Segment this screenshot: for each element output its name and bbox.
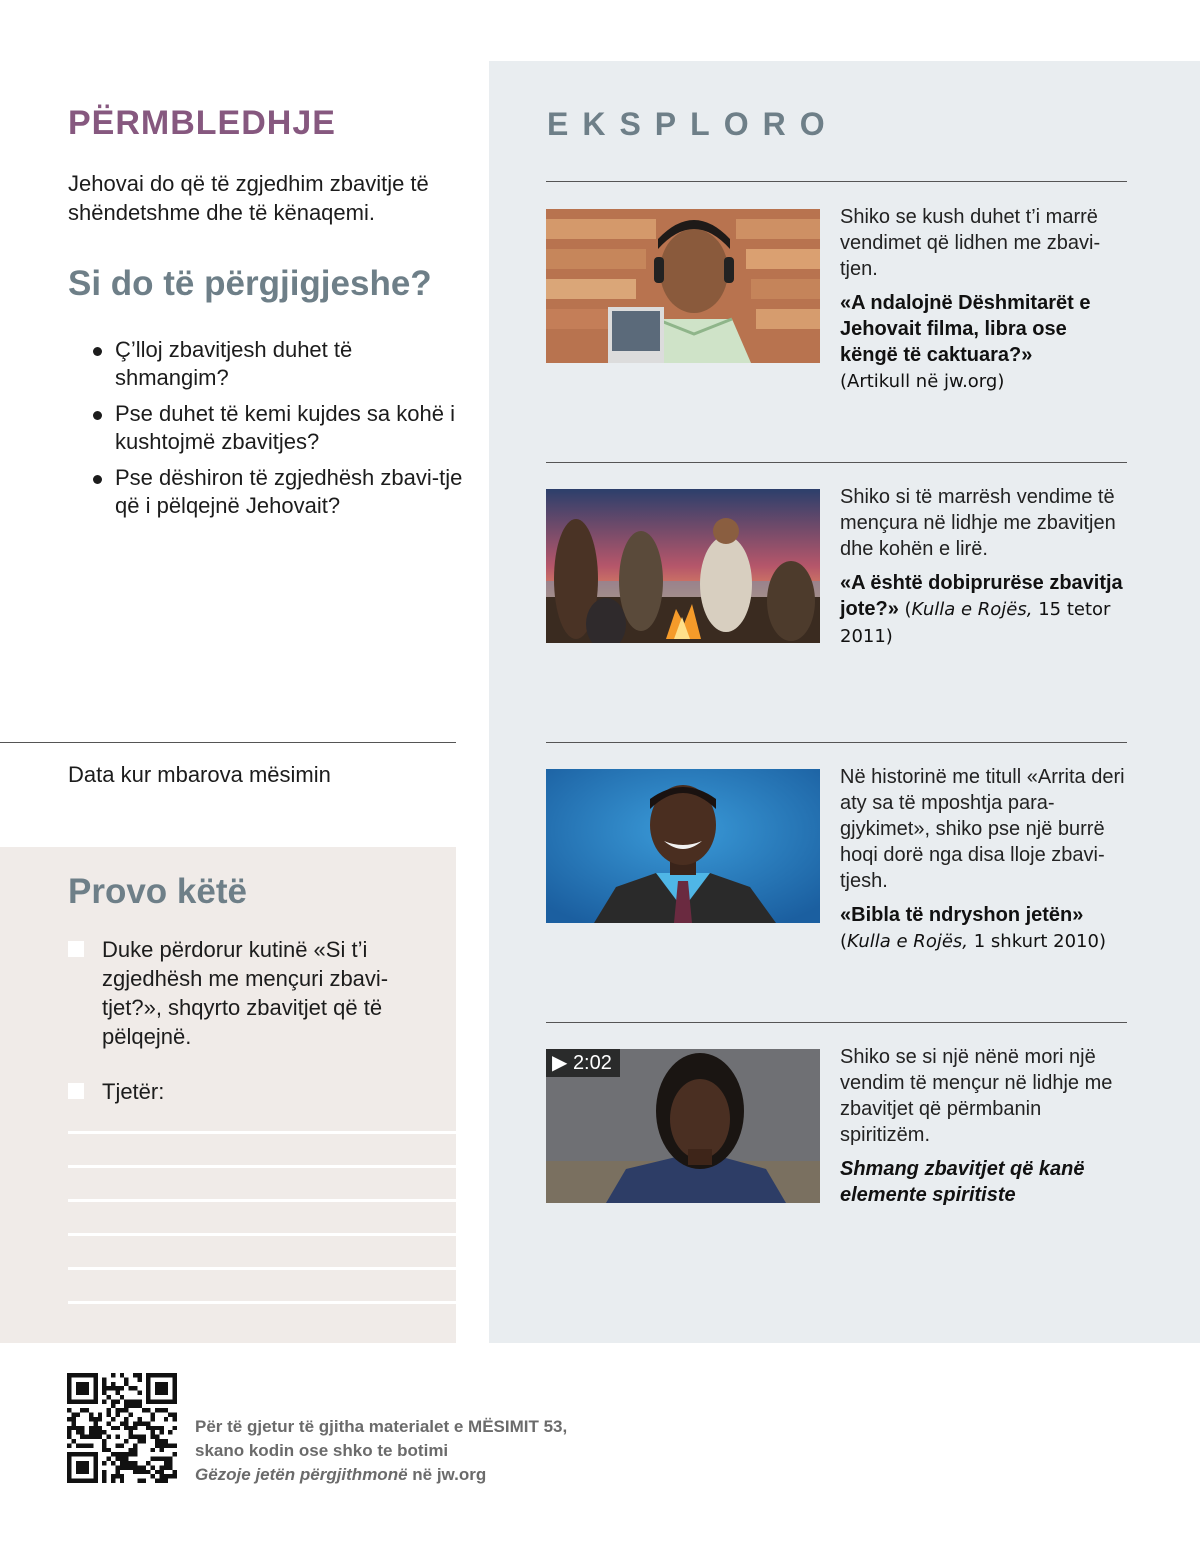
question-item: Pse dëshiron të zgjedhësh zbavi-tje që i pëlqejnë Jehovait?	[93, 464, 463, 520]
teen-with-headphones-image[interactable]	[546, 209, 820, 363]
video-link[interactable]: Shmang zbavitjet që kanë elemente spiritiste	[840, 1158, 1085, 1206]
explore-item-reference	[840, 902, 1128, 955]
footer-line-2: skano kodin ose shko te botimi	[195, 1441, 449, 1460]
question-item: Pse duhet të kemi kujdes sa kohë i kushtojmë zbavitjes?	[93, 400, 463, 456]
summary-text: Jehovai do që të zgjedhim zbavitje të shëndetshme dhe të kënaqemi.	[68, 171, 429, 225]
try-item-box-review	[68, 935, 412, 1051]
write-line[interactable]	[68, 1165, 456, 1168]
write-line[interactable]	[68, 1199, 456, 1202]
completion-date-label: Data kur mbarova mësimin	[68, 762, 331, 787]
footer-suffix: në jw.org	[407, 1465, 487, 1484]
date-divider	[0, 742, 456, 743]
footer-line-1: Për të gjetur të gjitha materialet e MËSIMIT 53,	[195, 1417, 568, 1436]
checkbox[interactable]	[68, 941, 84, 957]
explore-divider	[546, 181, 1127, 182]
qr-code[interactable]	[67, 1373, 177, 1483]
video-duration-badge: ▶ 2:02	[546, 1049, 620, 1077]
explore-panel	[489, 61, 1200, 1343]
try-item-other	[68, 1077, 412, 1106]
reference-source: (Kulla e Rojës, 15 tetor 2011)	[840, 599, 1111, 647]
explore-item-text	[840, 204, 1128, 395]
explore-item-reference	[840, 290, 1128, 395]
smiling-man-image[interactable]	[546, 769, 820, 923]
question-item: Ç’lloj zbavitjesh duhet të shmangim?	[93, 336, 463, 392]
try-item-label: Tjetër:	[102, 1079, 165, 1104]
campfire-scene-image[interactable]	[546, 489, 820, 643]
explore-item-reference	[840, 1156, 1128, 1208]
explore-divider	[546, 742, 1127, 743]
write-line[interactable]	[68, 1267, 456, 1270]
explore-divider	[546, 462, 1127, 463]
video-thumbnail[interactable]	[546, 1049, 820, 1203]
article-link[interactable]: «A është dobiprurëse zbavitja jote?»	[840, 572, 1123, 620]
questions-title: Si do të përgjigjeshe?	[68, 264, 432, 303]
explore-item-description: Shiko se si një nënë mori një vendim të mençur në lidhje me zbavitjet që përmbanin spiritizëm.	[840, 1046, 1113, 1146]
explore-item-reference	[840, 570, 1128, 650]
write-line[interactable]	[68, 1131, 456, 1134]
explore-item-text	[840, 764, 1128, 955]
questions-list	[93, 336, 463, 528]
explore-divider	[546, 1022, 1127, 1023]
explore-item-description: Shiko se kush duhet t’i marrë vendimet që lidhen me zbavi-tjen.	[840, 206, 1101, 280]
explore-item-description: Shiko si të marrësh vendime të mençura në lidhje me zbavitjen dhe kohën e lirë.	[840, 486, 1116, 560]
write-line[interactable]	[68, 1301, 456, 1304]
try-this-title: Provo këtë	[68, 872, 247, 911]
explore-item-description: Në historinë me titull «Arrita deri aty sa të mposhtja para-gjykimet», shiko pse një burrë hoqi dorë nga disa lloje zbavi-tjesh.	[840, 766, 1125, 892]
explore-title: EKSPLORO	[547, 106, 839, 142]
reference-source: (Artikull në jw.org)	[840, 371, 1005, 392]
reference-source: (Kulla e Rojës, 1 shkurt 2010)	[840, 931, 1106, 952]
explore-item-text	[840, 484, 1128, 650]
footer-text	[195, 1415, 755, 1487]
checkbox[interactable]	[68, 1083, 84, 1099]
try-item-label: Duke përdorur kutinë «Si t’i zgjedhësh me mençuri zbavi-tjet?», shqyrto zbavitjet që të pëlqejnë.	[102, 937, 389, 1049]
try-this-box	[0, 847, 456, 1343]
article-link[interactable]: «Bibla të ndryshon jetën»	[840, 904, 1084, 926]
publication-title: Gëzoje jetën përgjithmonë	[195, 1465, 408, 1484]
summary-title: PËRMBLEDHJE	[68, 104, 336, 142]
write-line[interactable]	[68, 1233, 456, 1236]
explore-item-text	[840, 1044, 1128, 1208]
article-link[interactable]: «A ndalojnë Dëshmitarët e Jehovait filma, libra ose këngë të caktuara?»	[840, 292, 1091, 366]
